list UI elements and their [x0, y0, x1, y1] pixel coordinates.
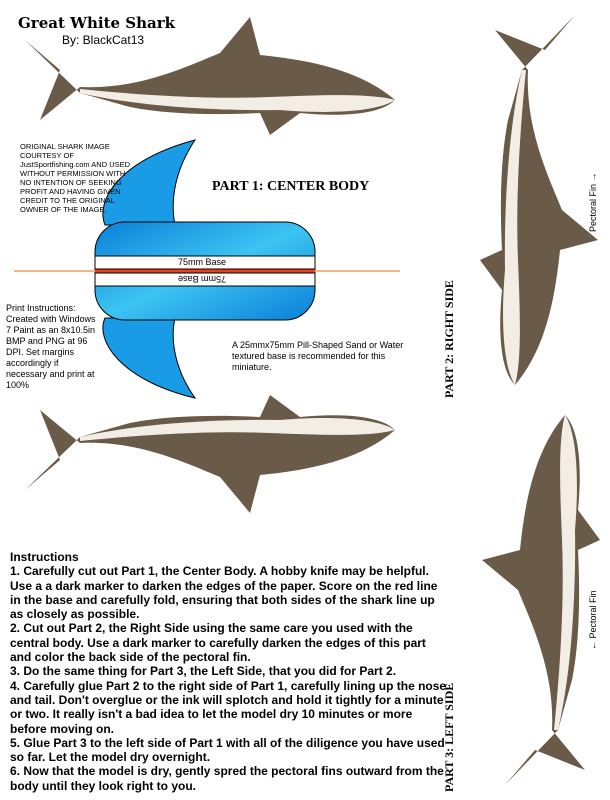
- image-credit: ORIGINAL SHARK IMAGE COURTESY OF JustSportfishing.com AND USED WITHOUT PERMISSION WITH NO INTENTION OF SEEKING PROFIT AND HAVING GIVEN CREDIT TO THE ORIGINAL OWNER OF THE IMAGE.: [20, 142, 131, 214]
- pectoral-fin-label-left: ← Pectoral Fin: [588, 590, 598, 650]
- instruction-step: 3. Do the same thing for Part 3, the Left Side, that you did for Part 2.: [10, 664, 397, 679]
- blue-crescent-bottom: [103, 318, 195, 398]
- part3-label: PART 3: LEFT SIDE: [442, 682, 456, 792]
- instruction-step: 6. Now that the model is dry, gently spred the pectoral fins outward from the body until they look right to you.: [10, 764, 444, 793]
- part2-label: PART 2: RIGHT SIDE: [442, 280, 456, 398]
- byline: By: BlackCat13: [62, 33, 145, 47]
- shark-image-right-side: [480, 15, 598, 385]
- instruction-step: 1. Carefully cut out Part 1, the Center Body. A hobby knife may be helpful. Use a a dark marker to darken the edges of the paper. Score on the red line in the base and carefully fold, ensuring that both sides of the shark line up as closely as possible.: [10, 564, 438, 622]
- part1-label: PART 1: CENTER BODY: [212, 179, 370, 194]
- pectoral-fin-label-right: Pectoral Fin →: [588, 172, 598, 232]
- base-note: A 25mmx75mm Pill-Shaped Sand or Water textured base is recommended for this miniature.: [232, 340, 404, 372]
- instructions-heading: Instructions: [10, 550, 79, 564]
- instruction-step: 4. Carefully glue Part 2 to the right side of Part 1, carefully lining up the nose and tail. Don't overglue or the ink will splotch and hold it tightly for a minute or two. It really isn't a bad idea to let the model dry 10 minutes or more before moving on.: [10, 678, 447, 736]
- instruction-step: 5. Glue Part 3 to the left side of Part 1 with all of the diligence you have used so far. Let the model dry overnight.: [10, 735, 445, 765]
- instructions: [10, 550, 450, 793]
- base-label: 75mm Base: [178, 257, 227, 267]
- print-instructions: Print Instructions: Created with Windows 7 Paint as an 8x10.5in BMP and PNG at 96 DPI. Set margins accordingly if necessary and print at 100%: [6, 303, 96, 390]
- page-title: Great White Shark: [18, 14, 176, 32]
- shark-image-bottom: [25, 395, 395, 513]
- base-label-mirrored: 75mm Base: [178, 274, 227, 284]
- shark-image-left-side: [482, 415, 600, 785]
- instruction-step: 2. Cut out Part 2, the Right Side using the same care you used with the central body. Use a dark marker to carefully darken the edges of this part and color the back side of the pectoral fin.: [10, 621, 426, 665]
